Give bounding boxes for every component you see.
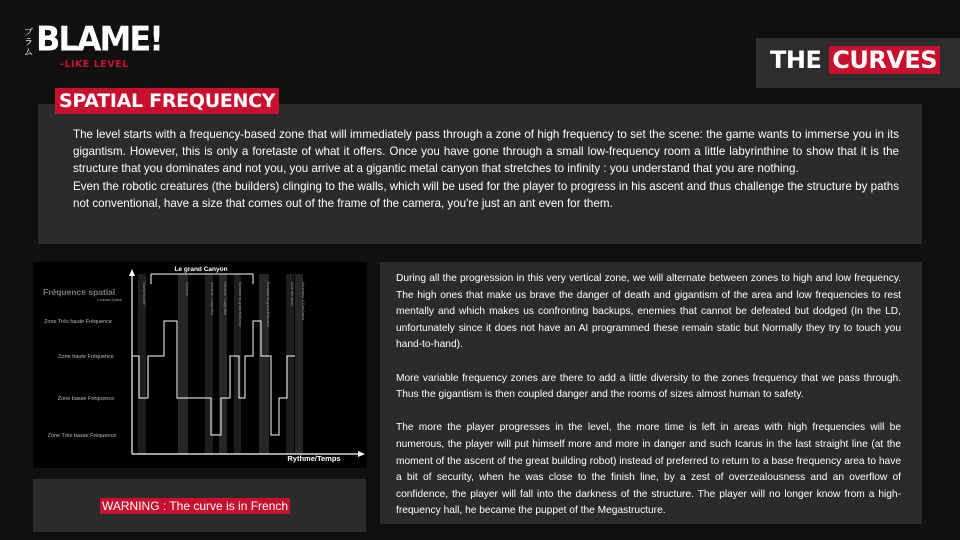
- x-axis-label: Rythme/Temps: [287, 454, 341, 463]
- curves-title: [770, 46, 940, 74]
- intro-panel: [38, 104, 922, 244]
- zone-label: Corniche: [185, 282, 189, 297]
- zone-label: Escalade du grand Bâtisseur: [266, 282, 270, 327]
- intro-paragraph-2: Even the robotic creatures (the builders) clinging to the walls, which will be used for the player to progress in his ascent and thus challenge the structure by paths not conventional, have a size that comes out of the frame of the camera, you're just an ant even for them.: [73, 179, 899, 210]
- chart-subtitle: Contrast Spatial: [97, 298, 122, 302]
- zone-label: Escalade du grand Bâtisseur: [238, 282, 242, 327]
- details-paragraph-3: The more the player progresses in the level, the more time is left in areas with high frequencies will be numerous, the player will put himself more and more in danger and such Icarus in the last straight line (at the moment of the ascent of the great building robot) instead of preferred to return to a base frequency area to have a bit of security, when he was close to the finish line, by a zest of overzealousness and an overflow of confidence, the player will fall into the darkness of the structure. The player will no longer know from a high-frequency hall, he became the puppet of the Megastructure.: [396, 422, 901, 517]
- frequency-chart-svg: [33, 262, 367, 468]
- zone-label: Corniche / Labyrinthe: [210, 282, 214, 316]
- warning-panel: [33, 479, 366, 532]
- blame-logo: [24, 19, 162, 74]
- y-axis-arrow: [129, 269, 135, 276]
- details-paragraph-2: More variable frequency zones are there to add a little diversity to the zones frequency that we pass through. Thus the gigantism is then coupled danger and the rooms of sizes almost human to safety.: [396, 372, 901, 401]
- frequency-chart: [33, 262, 367, 468]
- level-labels: [44, 319, 116, 439]
- zone-label: Grand escalier: [142, 282, 146, 305]
- details-text: [396, 271, 901, 537]
- intro-text: [73, 126, 899, 212]
- canyon-bracket-label: Le grand Canyon: [174, 266, 228, 273]
- section-title: SPATIAL FREQUENCY: [55, 88, 279, 114]
- curves-title-plain: THE: [770, 46, 830, 74]
- details-panel: [380, 262, 922, 524]
- details-paragraph-1: During all the progression in this very vertical zone, we will alternate between zones to high and low frequency. The high ones that make us brave the danger of death and gigantism of the area and low frequencies to rest mentally and which makes us confronting backups, enemies that cannot be defeated but dodged (In the LD, unfortunately since it does not have an AI programmed these remain static but Normally they try to touch you hand-to-hand).: [396, 273, 901, 351]
- zone-label: Ascenseur & Conclusion: [301, 282, 305, 321]
- warning-text: WARNING : The curve is in French: [102, 499, 289, 513]
- logo-title: BLAME!: [36, 19, 162, 59]
- intro-paragraph-1: The level starts with a frequency-based zone that will immediately pass through a zone of high frequency to set the scene: the game wants to immerse you in its gigantism. However, this is only a foretaste of what it offers. Once you have gone through a small low-frequency room a little labyrinthine to show that it is the structure that you dominates and not you, you arrive at a gigantic metal canyon that stretches to infinity : you understand that you are nothing.: [73, 128, 899, 176]
- logo-kana: ブラム: [24, 28, 34, 58]
- zone-label: Corniche / Labyrinthe: [223, 282, 227, 316]
- frequency-curve: [132, 321, 295, 435]
- level-label: Zone Très basse Fréquence: [47, 433, 117, 439]
- x-axis-arrow: [358, 451, 365, 457]
- curves-title-highlight: CURVES: [829, 46, 940, 74]
- level-label: Zone basse Fréquence: [57, 396, 115, 402]
- level-label: Zone Très haute Fréquence: [44, 319, 112, 325]
- level-label: Zone haute Fréquence: [58, 354, 114, 360]
- logo-subtitle: -LIKE LEVEL: [60, 59, 129, 70]
- chart-title: Fréquence spatial: [43, 287, 116, 297]
- zone-label: Zone des tubes: [290, 282, 294, 307]
- curves-header-panel: [756, 38, 960, 88]
- zone-stripe: [178, 274, 188, 454]
